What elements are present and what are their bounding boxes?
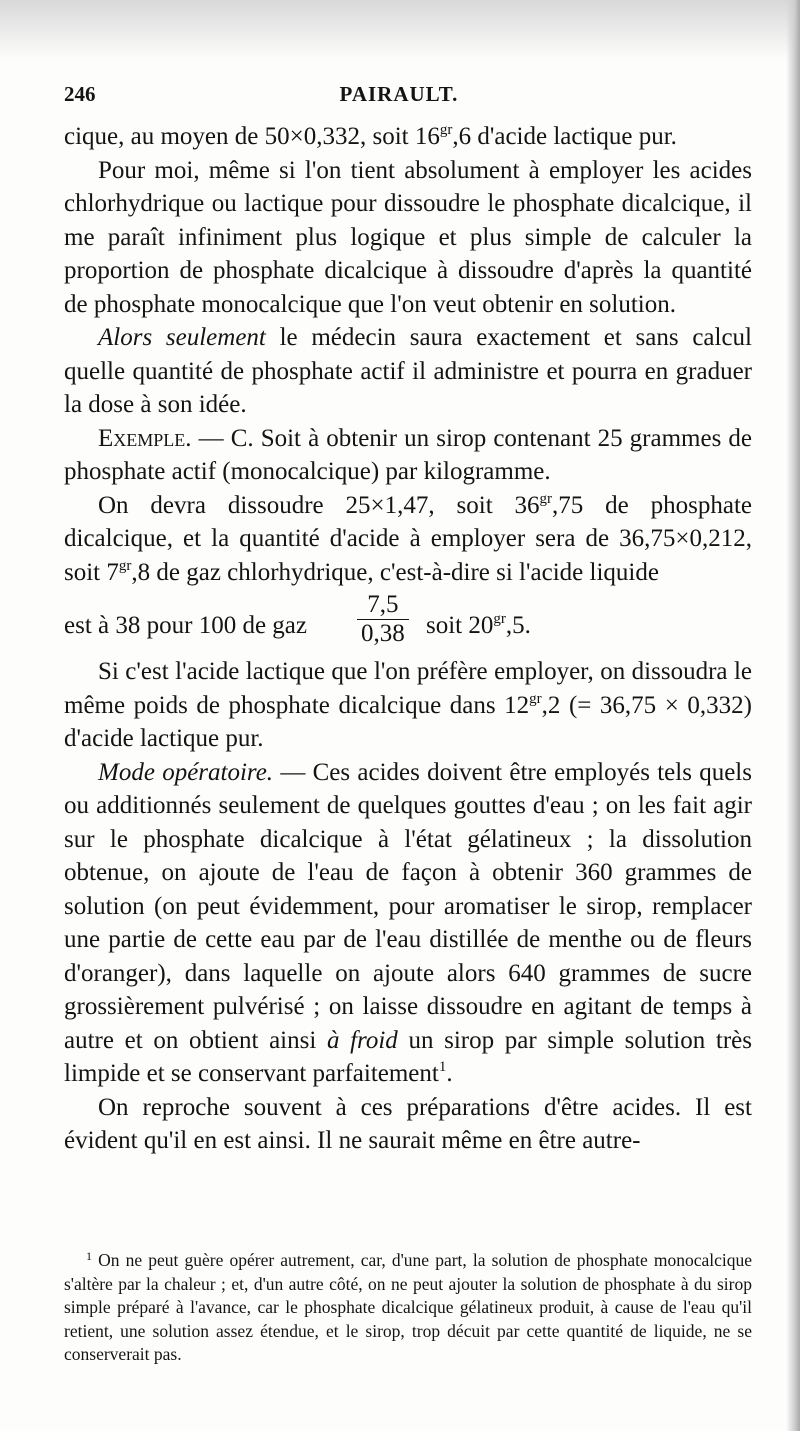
paragraph-3-text: le médecin saura exactement et sans calcul quelle quantité de phosphate actif il administre et pourra en graduer la dose à son idée. <box>64 324 752 418</box>
paragraph-7-text-c: . <box>446 1060 453 1087</box>
paragraph-3 <box>64 321 752 422</box>
formula-lead-text: est à 38 pour 100 de gaz <box>64 612 307 639</box>
emphasis-a-froid: à froid <box>326 1026 398 1054</box>
formula-line <box>64 591 752 649</box>
emphasis-mode-operatoire: Mode opératoire. <box>98 758 274 786</box>
paragraph-7 <box>64 756 752 1091</box>
formula-trail-text: soit $20^{gr},5$. <box>426 611 531 639</box>
running-head: PAIRAULT. <box>339 82 459 106</box>
paragraph-7-text-a: — Ces acides doivent être employés tels quels ou additionnés seulement de quelques gouttes d'eau ; on les fait agir sur le phosphate dicalcique à l'état gélatineux ; la dissolution obtenue, on ajoute de l'eau de façon à obtenir 360 grammes de solution (on peut évidemment, pour aromatiser le sirop, remplacer une partie de cette eau par de l'eau distillée de menthe ou de fleurs d'oranger), dans laquelle on ajoute alors 640 grammes de sucre grossièrement pulvérisé ; on laisse dissoudre en agitant de temps à autre et on obtient ainsi <box>64 758 752 1054</box>
page-header <box>64 82 734 112</box>
fraction-numerator: 7,5 <box>367 591 399 618</box>
paragraph-1: cique, au moyen de 50×0,332, soit $16^{gr},6$ d'acide lactique pur. <box>64 122 677 150</box>
page-right-edge <box>786 0 800 1431</box>
page-number: 246 <box>64 82 96 106</box>
paragraph-2: Pour moi, même si l'on tient absolument à employer les acides chlorhydrique ou lactique pour dissoudre le phosphate dicalcique, il me paraît infiniment plus logique et plus simple de calculer la proportion de phosphate dicalcique à dissoudre d'après la quantité de phosphate monocalcique que l'on veut obtenir en solution. <box>64 156 752 318</box>
exemple-label: Exemple. <box>98 424 192 452</box>
fraction <box>357 591 409 648</box>
emphasis-alors-seulement: Alors seulement <box>98 324 266 351</box>
footnote <box>64 1245 752 1367</box>
paragraph-7-text-b: un sirop par simple solution très limpide et se conservant parfaitement <box>64 1026 753 1087</box>
paragraph-5: On devra dissoudre 25×1,47, soit $36^{gr},75$ de phosphate dicalcique, et la quantité d'acide à employer sera de 36,75×0,212, soit $7^{gr},8$ de gaz chlorhydrique, c'est-à-dire si l'acide liquide <box>64 490 752 586</box>
footnote-mark: 1 <box>86 1249 92 1263</box>
page-top-shadow <box>0 0 800 60</box>
fraction-denominator: 0,38 <box>357 619 409 648</box>
paragraph-8: On reproche souvent à ces préparations d'être acides. Il est évident qu'il en est ainsi. Il ne saurait même en être autre- <box>64 1093 752 1154</box>
paragraph-6: Si c'est l'acide lactique que l'on préfère employer, on dissoudra le même poids de phosphate dicalcique dans $12^{gr},2$ (= 36,75 × 0,332) d'acide lactique pur. <box>64 658 752 752</box>
footnote-paragraph <box>64 1245 752 1367</box>
footnote-text: On ne peut guère opérer autrement, car, d'une part, la solution de phosphate monocalcique s'altère par la chaleur ; et, d'un autre côté, on ne peut ajouter la solution de phosphate à du sirop simple préparé à l'avance, car le phosphate dicalcique gélatineux produit, à cause de l'eau qu'il retient, une solution assez étendue, et le sirop, trop décuit par cette quantité de liquide, ne se conserverait pas. <box>64 1250 753 1364</box>
body-text <box>64 120 752 1158</box>
paragraph-4 <box>64 422 752 489</box>
footnote-reference[interactable]: 1 <box>438 1059 447 1075</box>
paragraph-4-text: — C. Soit à obtenir un sirop contenant 25 grammes de phosphate actif (monocalcique) par kilogramme. <box>64 424 752 485</box>
